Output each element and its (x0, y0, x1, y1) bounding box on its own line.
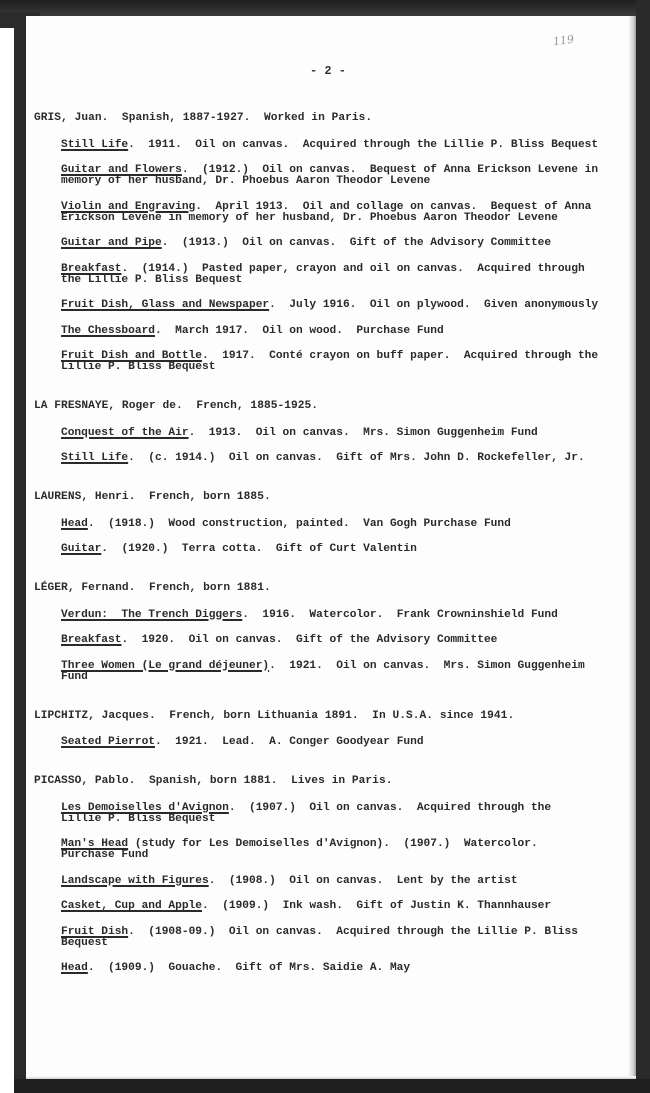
artwork-line (61, 202, 614, 213)
artwork-details: . (1920.) Terra cotta. Gift of Curt Valentin (101, 543, 417, 555)
artwork-line (61, 140, 614, 151)
work-spacer (34, 286, 614, 301)
work-spacer (34, 949, 614, 964)
artwork-line (61, 428, 614, 439)
artwork-line (61, 326, 614, 337)
artwork-details: (study for Les Demoiselles d'Avignon). (1907.) Watercolor. (128, 838, 538, 850)
artwork-line (61, 519, 614, 530)
artwork-title: The Chessboard (61, 324, 155, 337)
artist-section (34, 490, 614, 555)
artwork-line (61, 803, 614, 814)
artwork-details: . (1914.) Pasted paper, crayon and oil on canvas. Acquired through (121, 262, 585, 275)
artwork-title: Still Life (61, 138, 129, 151)
artwork-details-continued: memory of her husband, Dr. Phoebus Aaron Theodor Levene (61, 175, 431, 187)
artwork-title: Still Life (61, 452, 129, 464)
artwork-details: . April 1913. Oil and collage on canvas. Bequest of Anna (195, 200, 592, 213)
artwork-details-continued: the Lillie P. Bliss Bequest (61, 273, 243, 286)
artwork-title: Fruit Dish and Bottle (61, 350, 202, 362)
artwork-entry (61, 165, 614, 187)
artwork-details: . 1920. Oil on canvas. Gift of the Advisory Committee (121, 634, 498, 646)
page-bottom-edge (26, 1076, 636, 1079)
work-spacer (34, 439, 614, 454)
artist-section (34, 111, 614, 373)
work-spacer (34, 912, 614, 927)
folio-mark: 119 (552, 32, 575, 49)
artwork-entry (61, 202, 614, 224)
artwork-details: . (1909.) Ink wash. Gift of Justin K. Thannhauser (202, 900, 552, 912)
artwork-entry (61, 326, 614, 337)
artwork-entry (61, 519, 614, 530)
artwork-entry (61, 544, 614, 555)
artwork-line (61, 901, 614, 912)
work-spacer (34, 249, 614, 264)
work-spacer (34, 825, 614, 840)
artwork-details-continued: Bequest (61, 936, 108, 949)
artwork-entry (61, 963, 614, 974)
artwork-title: Guitar (61, 543, 102, 555)
artwork-entry (61, 661, 614, 683)
artwork-line (61, 264, 614, 275)
artwork-entry (61, 238, 614, 249)
artwork-details: . 1911. Oil on canvas. Acquired through the Lillie P. Bliss Bequest (128, 138, 599, 151)
artwork-line (61, 737, 614, 748)
artwork-line (61, 300, 614, 311)
artwork-entry (61, 901, 614, 912)
artwork-title: Breakfast (61, 634, 122, 646)
artist-heading: GRIS, Juan. Spanish, 1887-1927. Worked in Paris. (34, 112, 373, 124)
artwork-title: Seated Pierrot (61, 736, 155, 748)
artwork-title: Casket, Cup and Apple (61, 900, 202, 912)
artwork-details: . (1908.) Oil on canvas. Lent by the artist (208, 874, 518, 887)
artist-spacer (34, 555, 614, 581)
artist-heading: PICASSO, Pablo. Spanish, born 1881. Lives in Paris. (34, 775, 393, 787)
artwork-line (61, 635, 614, 646)
artwork-details: . 1917. Conté crayon on buff paper. Acquired through the (202, 350, 599, 362)
artwork-title: Fruit Dish (61, 925, 129, 938)
scan-frame-bottom (14, 1079, 650, 1093)
artwork-title: Three Women (Le grand déjeuner) (61, 659, 270, 672)
artwork-details-continued: Erickson Levene in memory of her husband, Dr. Phoebus Aaron Theodor Levene (61, 211, 558, 224)
artwork-entry (61, 351, 614, 373)
artwork-line (61, 544, 614, 555)
artist-section (34, 709, 614, 749)
artwork-details-continued: Purchase Fund (61, 849, 149, 861)
artwork-details: . July 1916. Oil on plywood. Given anonymously (269, 299, 599, 311)
work-spacer (34, 887, 614, 902)
work-spacer (34, 530, 614, 545)
work-spacer (34, 504, 614, 519)
artwork-details: . 1916. Watercolor. Frank Crowninshield Fund (242, 608, 558, 621)
work-spacer (34, 595, 614, 610)
work-spacer (34, 723, 614, 738)
artist-section (34, 581, 614, 683)
artwork-details: . 1921. Oil on canvas. Mrs. Simon Guggenheim (269, 659, 585, 672)
artwork-title: Verdun: The Trench Diggers (61, 608, 243, 621)
artist-heading: LAURENS, Henri. French, born 1885. (34, 491, 271, 503)
artwork-details: . March 1917. Oil on wood. Purchase Fund (155, 324, 444, 337)
artist-section (34, 774, 614, 974)
work-spacer (34, 621, 614, 636)
artist-spacer (34, 748, 614, 774)
checklist-content (34, 111, 614, 974)
artwork-line (61, 610, 614, 621)
artwork-entry (61, 610, 614, 621)
artwork-line (61, 238, 614, 249)
work-spacer (34, 337, 614, 352)
artwork-line (61, 661, 614, 672)
artwork-details: . 1913. Oil on canvas. Mrs. Simon Guggenheim Fund (188, 426, 538, 439)
artwork-details: . 1921. Lead. A. Conger Goodyear Fund (155, 736, 424, 748)
artwork-details-continued: Lillie P. Bliss Bequest (61, 361, 216, 373)
artwork-details: . (1907.) Oil on canvas. Acquired through the (228, 801, 552, 814)
scan-frame-right (636, 0, 650, 1093)
artwork-details: . (1912.) Oil on canvas. Bequest of Anna Erickson Levene in (181, 164, 599, 176)
artwork-title: Conquest of the Air (61, 426, 189, 439)
artwork-entry (61, 453, 614, 464)
work-spacer (34, 861, 614, 876)
artwork-details: . (1913.) Oil on canvas. Gift of the Advisory Committee (161, 237, 552, 249)
artwork-line (61, 876, 614, 887)
artwork-entry (61, 927, 614, 949)
artwork-entry (61, 839, 614, 861)
work-spacer (34, 788, 614, 803)
artwork-details-continued: Fund (61, 670, 88, 683)
work-spacer (34, 151, 614, 166)
work-spacer (34, 413, 614, 428)
artwork-details: . (c. 1914.) Oil on canvas. Gift of Mrs. John D. Rockefeller, Jr. (128, 452, 585, 464)
artwork-entry (61, 140, 614, 151)
work-spacer (34, 311, 614, 326)
scan-frame-top (0, 0, 650, 16)
artwork-details: . (1909.) Gouache. Gift of Mrs. Saidie A. May (87, 962, 411, 974)
page-edge-shadow (628, 16, 636, 1076)
artwork-title: Breakfast (61, 262, 122, 275)
artist-section (34, 399, 614, 464)
artwork-title: Guitar and Flowers (61, 164, 182, 176)
artwork-entry (61, 876, 614, 887)
artwork-entry (61, 264, 614, 286)
artwork-entry (61, 803, 614, 825)
document-page (26, 16, 630, 1079)
artwork-details: . (1918.) Wood construction, painted. Van Gogh Purchase Fund (87, 517, 511, 530)
artwork-title: Guitar and Pipe (61, 237, 162, 249)
artwork-line (61, 927, 614, 938)
scan-frame-left (14, 14, 26, 1093)
work-spacer (34, 646, 614, 661)
work-spacer (34, 125, 614, 140)
artwork-title: Fruit Dish, Glass and Newspaper (61, 299, 270, 311)
artwork-entry (61, 737, 614, 748)
artist-heading: LÉGER, Fernand. French, born 1881. (34, 582, 271, 594)
artwork-line (61, 963, 614, 974)
artwork-title: Man's Head (61, 838, 129, 850)
artwork-entry (61, 635, 614, 646)
work-spacer (34, 187, 614, 202)
artwork-title: Violin and Engraving (61, 200, 196, 213)
artwork-title: Head (61, 517, 88, 530)
artist-spacer (34, 464, 614, 490)
artwork-details: . (1908-09.) Oil on canvas. Acquired through the Lillie P. Bliss (128, 925, 578, 938)
artwork-line (61, 453, 614, 464)
page-number: - 2 - (309, 64, 346, 78)
artwork-title: Landscape with Figures (61, 874, 209, 887)
artwork-title: Les Demoiselles d'Avignon (61, 801, 229, 814)
artist-heading: LA FRESNAYE, Roger de. French, 1885-1925. (34, 400, 319, 412)
artist-heading: LIPCHITZ, Jacques. French, born Lithuania 1891. In U.S.A. since 1941. (34, 709, 515, 722)
artist-spacer (34, 683, 614, 709)
artist-spacer (34, 373, 614, 399)
work-spacer (34, 224, 614, 239)
artwork-title: Head (61, 962, 88, 974)
artwork-entry (61, 300, 614, 311)
artwork-entry (61, 428, 614, 439)
artwork-details-continued: Lillie P. Bliss Bequest (61, 812, 216, 825)
